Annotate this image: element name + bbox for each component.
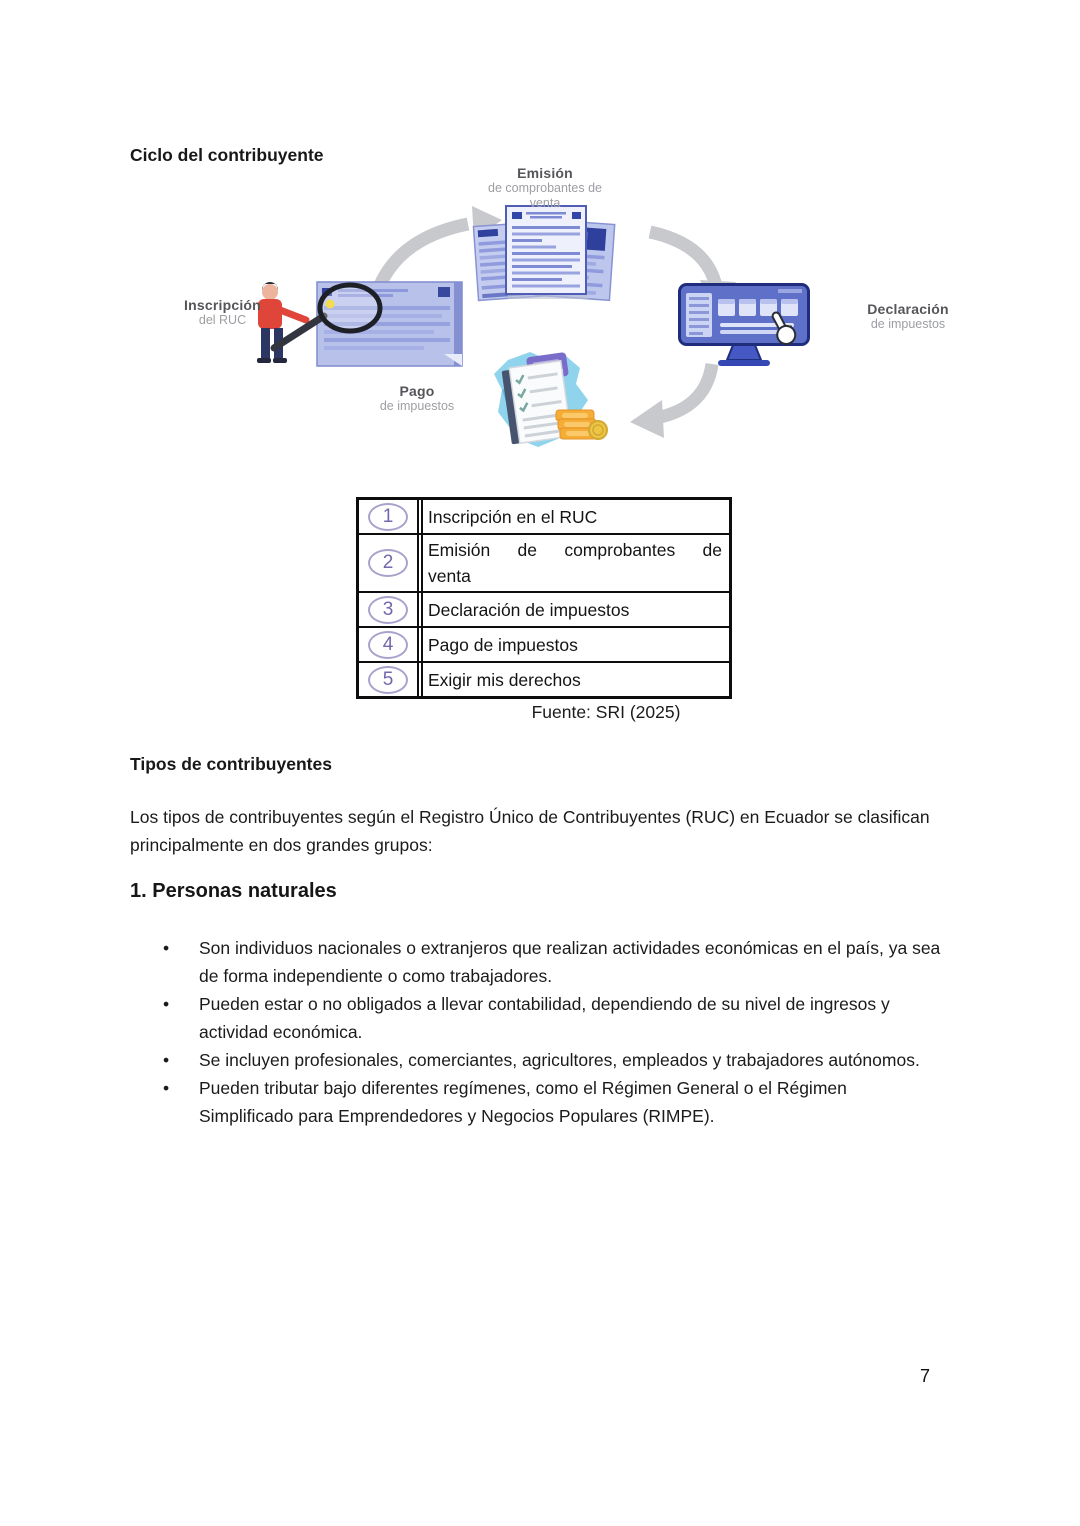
step-number-badge: 3 — [368, 596, 408, 624]
bullet-text: Son individuos nacionales o extranjeros que realizan actividades económicas en el país, ya sea de forma independiente o como trabajadores. — [199, 938, 941, 986]
tax-payment-illustration-icon — [468, 350, 613, 450]
step-number-cell — [359, 593, 419, 626]
diagram-label-declaracion: Declaración de impuestos — [867, 301, 949, 331]
list-item — [163, 934, 941, 990]
table-row — [359, 535, 729, 593]
diagram-label-emision: Emisión de comprobantes de venta — [488, 165, 602, 210]
step-label: Pago de impuestos — [421, 628, 729, 661]
tipos-paragraph: Los tipos de contribuyentes según el Registro Único de Contribuyentes (RUC) en Ecuador se clasifican principalmente en dos grandes grupos: — [130, 807, 930, 855]
table-row — [359, 500, 729, 535]
diagram-label-inscripcion: Inscripción del RUC — [184, 297, 261, 327]
tax-declaration-monitor-icon — [678, 283, 810, 368]
step-number-badge: 1 — [368, 503, 408, 531]
step-label: Exigir mis derechos — [421, 663, 729, 696]
bullet-text: Pueden estar o no obligados a llevar contabilidad, dependiendo de su nivel de ingresos y actividad económica. — [199, 994, 890, 1042]
table-source-caption: Fuente: SRI (2025) — [531, 702, 681, 722]
step-label: Inscripción en el RUC — [421, 500, 729, 533]
bullet-icon: • — [163, 1078, 170, 1098]
bullet-icon: • — [163, 1050, 170, 1070]
step-number-badge: 5 — [368, 666, 408, 694]
step-number-cell — [359, 663, 419, 696]
step-label: Declaración de impuestos — [421, 593, 729, 626]
table-row — [359, 663, 729, 696]
page-number: 7 — [920, 1366, 931, 1386]
bullet-text: Pueden tributar bajo diferentes regímenes, como el Régimen General o el Régimen Simplificado para Emprendedores y Negocios Populares (RIMPE). — [199, 1078, 847, 1126]
list-item — [163, 1074, 941, 1130]
step-number-cell — [359, 535, 419, 591]
step-number-badge: 2 — [368, 549, 408, 577]
list-item — [163, 990, 941, 1046]
bullet-text: Se incluyen profesionales, comerciantes, agricultores, empleados y trabajadores autónomos. — [199, 1050, 920, 1070]
personas-bullet-list — [163, 934, 941, 1130]
diagram-label-pago: Pago de impuestos — [379, 383, 455, 413]
personas-naturales-heading: 1. Personas naturales — [130, 880, 337, 902]
steps-table — [356, 497, 732, 699]
step-label: Emisión de comprobantes de venta — [421, 535, 729, 591]
taxpayer-cycle-diagram — [0, 0, 1080, 480]
table-row — [359, 628, 729, 663]
arrowhead-left-icon — [630, 400, 664, 438]
step-number-badge: 4 — [368, 631, 408, 659]
table-row — [359, 593, 729, 628]
tipos-heading: Tipos de contribuyentes — [130, 754, 332, 774]
bullet-icon: • — [163, 994, 170, 1014]
bullet-icon: • — [163, 938, 170, 958]
arrow-declaracion-to-pago — [656, 364, 712, 418]
step-number-cell — [359, 500, 419, 533]
receipts-illustration-icon — [472, 202, 617, 304]
page-title: Ciclo del contribuyente — [130, 145, 324, 165]
list-item — [163, 1046, 941, 1074]
step-number-cell — [359, 628, 419, 661]
arrow-emision-to-declaracion — [650, 232, 716, 286]
